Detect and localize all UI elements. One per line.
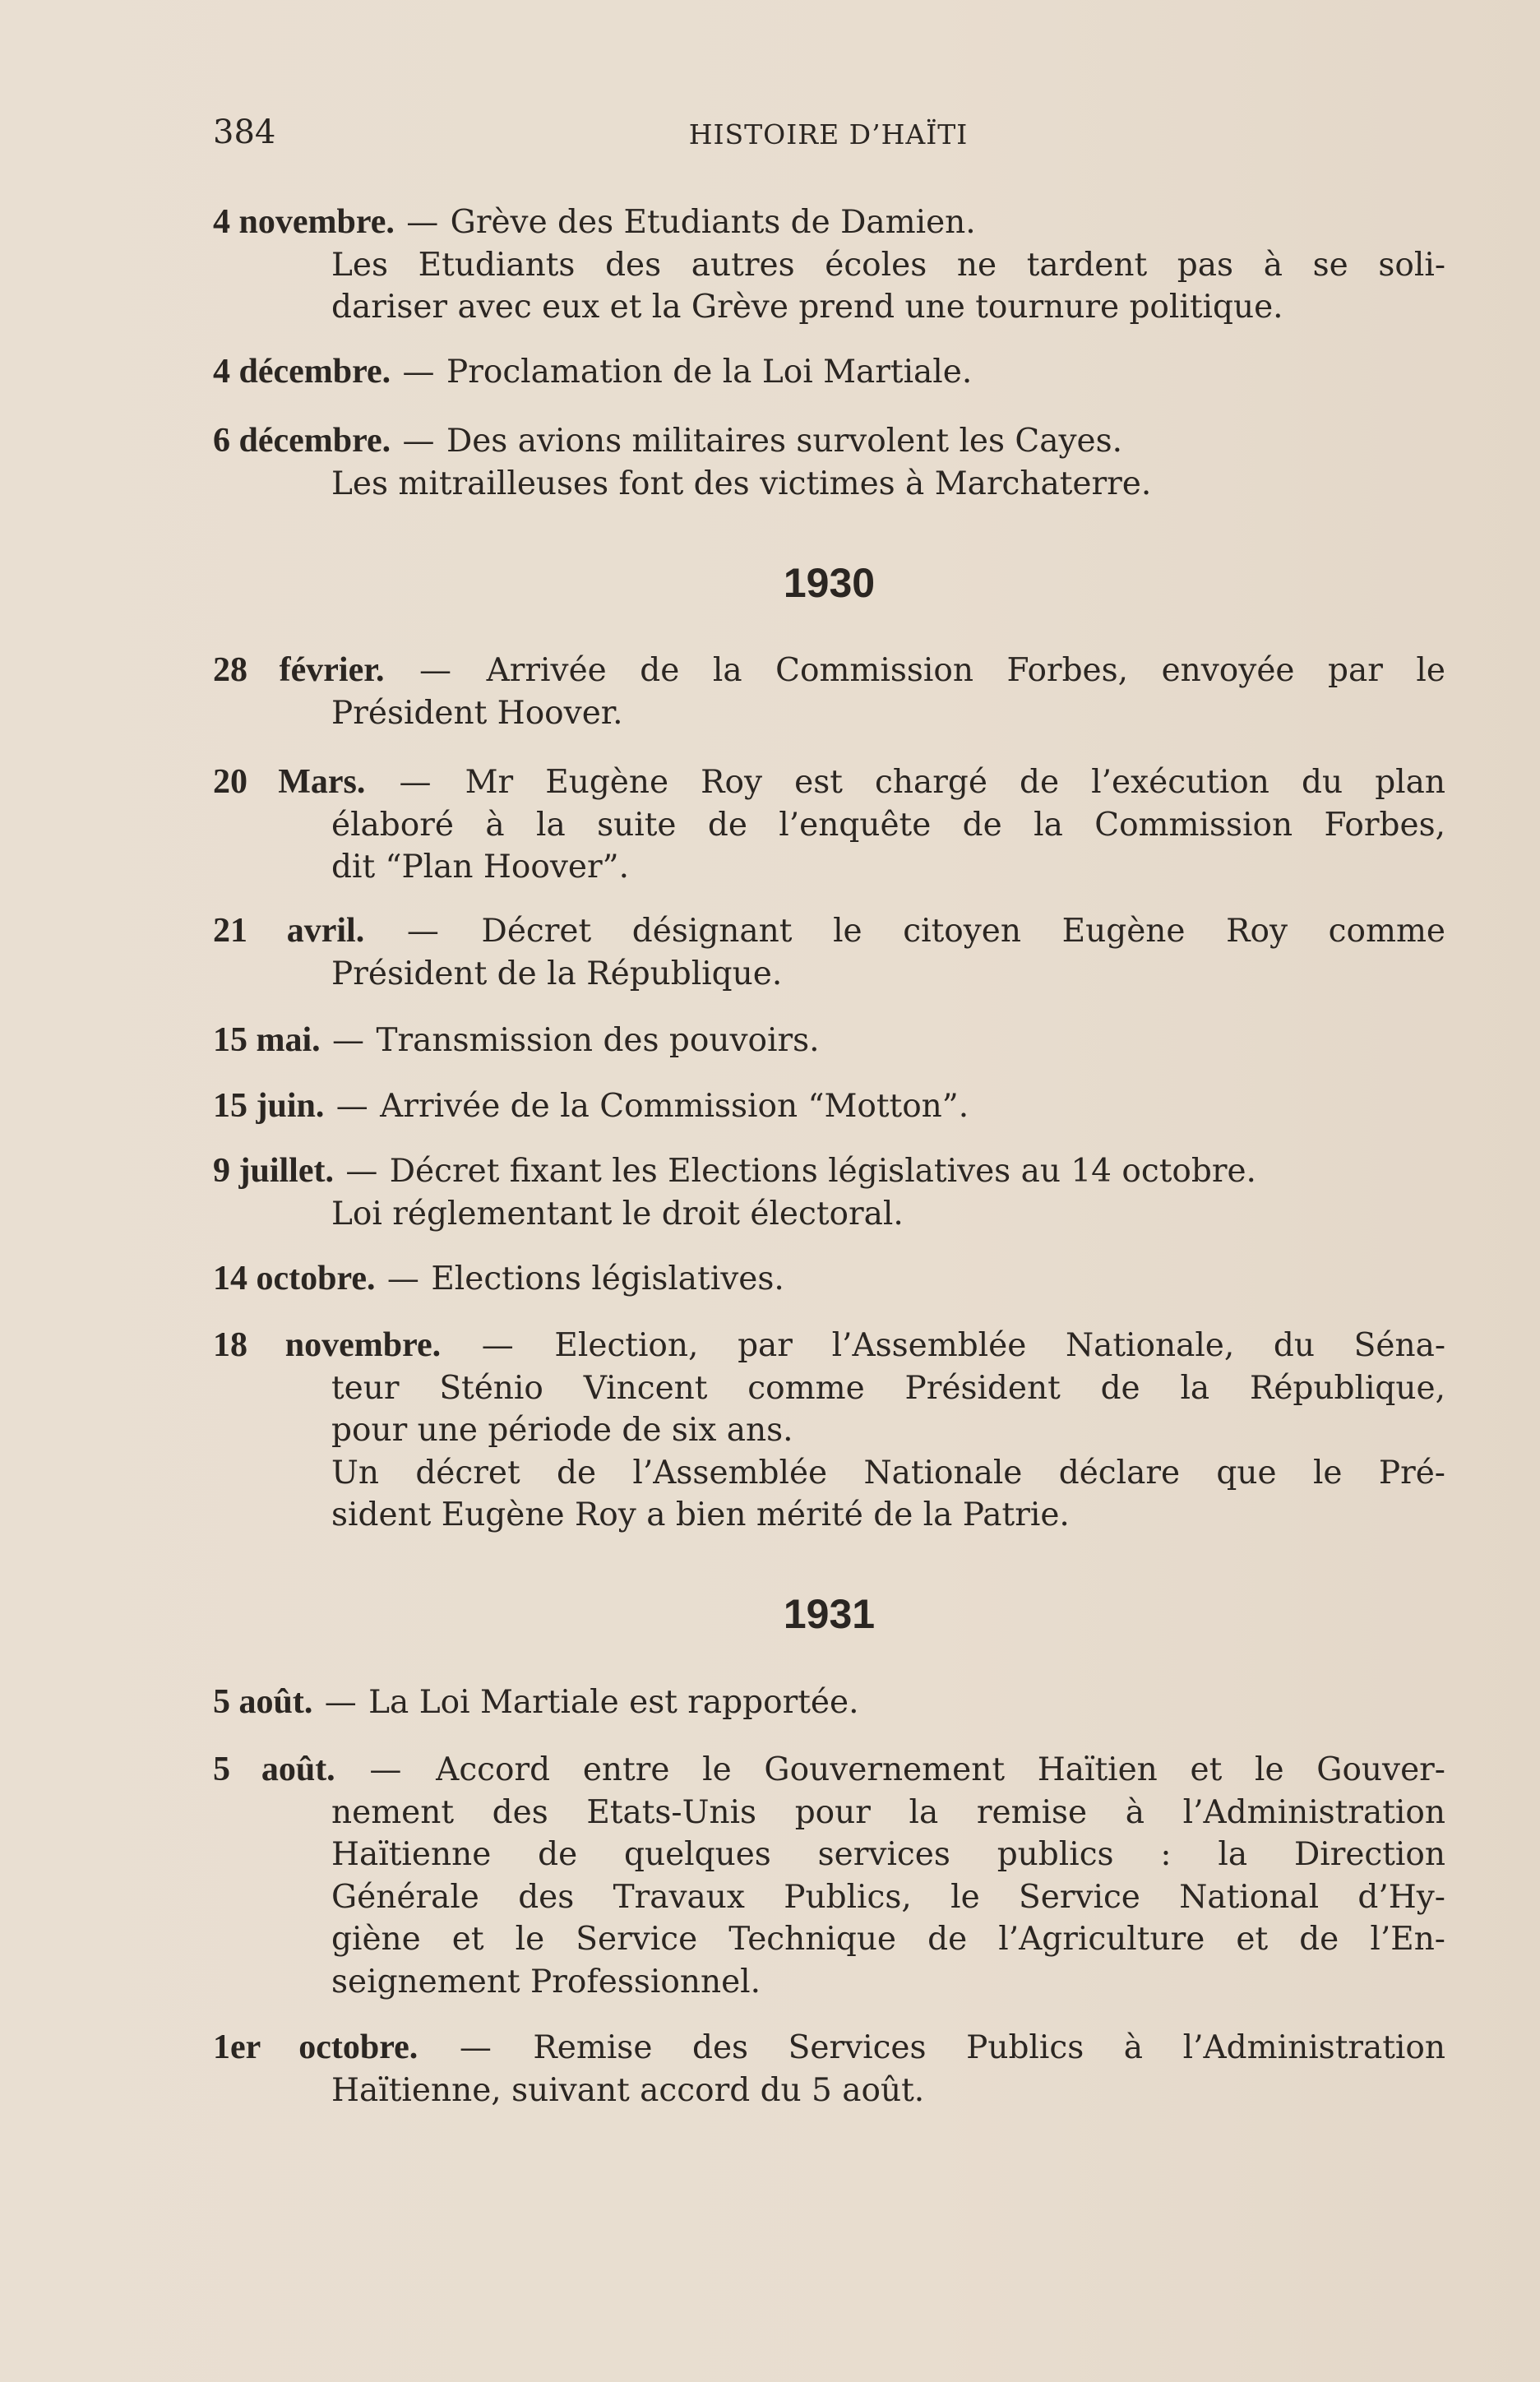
entry-text: Remise des Services Publics à l’Administration (533, 2029, 1446, 2066)
entry-continuation-line: teur Sténio Vincent comme Président de la République, (331, 1369, 1445, 1407)
entry-text: Elections législatives. (431, 1260, 784, 1297)
entry-text: Proclamation de la Loi Martiale. (446, 354, 973, 391)
chronology-entry (213, 650, 1445, 734)
em-dash: — (366, 913, 480, 950)
entry-continuation-line: Président Hoover. (331, 694, 623, 732)
entry-continuation-line: pour une période de six ans. (331, 1412, 793, 1450)
entry-first-line (213, 1258, 1445, 1301)
em-dash: — (336, 1751, 435, 1788)
chronology-entry (213, 351, 1445, 394)
entry-continuation-line: sident Eugène Roy a bien mérité de la Patrie. (331, 1496, 1070, 1534)
entry-first-line (213, 2027, 1445, 2070)
entry-text: Décret fixant les Elections législatives au 14 octobre. (389, 1153, 1256, 1190)
entry-first-line (213, 910, 1445, 953)
entry-date: 21 avril. (213, 912, 365, 950)
chronology-entry (213, 420, 1445, 505)
year-heading: 1930 (783, 560, 876, 606)
chronology-entry (213, 761, 1445, 889)
entry-text: Arrivée de la Commission Forbes, envoyée par le (486, 652, 1445, 689)
entry-text: Grève des Etudiants de Damien. (450, 204, 976, 241)
entry-first-line (213, 420, 1445, 463)
entry-text: Election, par l’Assemblée Nationale, du Séna- (554, 1327, 1445, 1364)
entry-date: 5 août. (213, 1751, 335, 1788)
entry-date: 4 décembre. (213, 353, 391, 391)
entry-continuation-line: dariser avec eux et la Grève prend une tournure politique. (331, 289, 1283, 326)
em-dash: — (335, 1153, 388, 1190)
em-dash: — (314, 1684, 368, 1721)
entry-date: 4 novembre. (213, 203, 395, 241)
chronology-entry (213, 1085, 1445, 1128)
em-dash: — (419, 2029, 532, 2066)
entry-date: 6 décembre. (213, 422, 391, 460)
entry-text: Arrivée de la Commission “Motton”. (380, 1088, 969, 1125)
entry-continuation-line: Haïtienne, suivant accord du 5 août. (331, 2071, 925, 2109)
entry-first-line (213, 1020, 1445, 1062)
entry-continuation-line: Président de la République. (331, 955, 783, 992)
entry-continuation-line: Les Etudiants des autres écoles ne tardent pas à se soli- (331, 246, 1445, 284)
em-dash: — (395, 204, 449, 241)
chronology-entry (213, 2027, 1445, 2111)
entry-text: La Loi Martiale est rapportée. (368, 1684, 859, 1721)
entry-first-line (213, 351, 1445, 394)
entry-date: 15 mai. (213, 1021, 321, 1059)
chronology-entry (213, 910, 1445, 995)
entry-date: 28 février. (213, 651, 385, 689)
entry-text: Mr Eugène Roy est chargé de l’exécution du plan (465, 764, 1445, 801)
year-heading: 1931 (783, 1591, 876, 1637)
entry-date: 9 juillet. (213, 1152, 334, 1190)
em-dash: — (392, 423, 445, 460)
entry-first-line (213, 1325, 1445, 1367)
entry-first-line (213, 201, 1445, 244)
entry-text: Des avions militaires survolent les Cayes. (446, 423, 1123, 460)
em-dash: — (321, 1022, 375, 1059)
entry-first-line (213, 1085, 1445, 1128)
entry-continuation-line: dit “Plan Hoover”. (331, 849, 629, 886)
em-dash: — (326, 1088, 379, 1125)
entry-text: Transmission des pouvoirs. (376, 1022, 820, 1059)
chronology-entry (213, 201, 1445, 329)
entry-continuation-line: Loi réglementant le droit électoral. (331, 1195, 904, 1233)
chronology-entry (213, 1749, 1445, 2004)
entry-continuation-line: élaboré à la suite de l’enquête de la Commission Forbes, (331, 806, 1445, 844)
entry-text: Accord entre le Gouvernement Haïtien et le Gouver- (436, 1751, 1445, 1788)
entry-continuation-line: giène et le Service Technique de l’Agriculture et de l’En- (331, 1921, 1445, 1959)
entry-continuation-line: Haïtienne de quelques services publics : la Direction (331, 1836, 1445, 1874)
entry-date: 18 novembre. (213, 1326, 442, 1364)
entry-first-line (213, 650, 1445, 692)
chronology-entry (213, 1325, 1445, 1537)
entry-text: Décret désignant le citoyen Eugène Roy comme (481, 913, 1446, 950)
entry-first-line (213, 761, 1445, 804)
entry-date: 1er octobre. (213, 2028, 419, 2066)
entry-continuation-line: seignement Professionnel. (331, 1963, 761, 2000)
em-dash: — (386, 652, 485, 689)
running-head (213, 113, 1445, 155)
entry-first-line (213, 1681, 1445, 1724)
em-dash: — (377, 1260, 430, 1297)
entry-date: 5 août. (213, 1683, 313, 1721)
running-title: HISTOIRE D’HAÏTI (688, 118, 969, 150)
em-dash: — (367, 764, 464, 801)
entry-date: 15 juin. (213, 1087, 325, 1125)
entry-date: 20 Mars. (213, 763, 366, 801)
chronology-entry (213, 1681, 1445, 1724)
em-dash: — (392, 354, 445, 391)
entry-first-line (213, 1150, 1445, 1193)
entry-continuation-line: nement des Etats-Unis pour la remise à l’Administration (331, 1793, 1445, 1831)
entry-first-line (213, 1749, 1445, 1792)
entry-date: 14 octobre. (213, 1260, 376, 1297)
em-dash: — (442, 1327, 553, 1364)
entry-continuation-line: Les mitrailleuses font des victimes à Marchaterre. (331, 465, 1152, 502)
chronology-entry (213, 1150, 1445, 1235)
chronology-entry (213, 1258, 1445, 1301)
page-number: 384 (213, 113, 276, 151)
entry-continuation-line: Un décret de l’Assemblée Nationale déclare que le Pré- (331, 1454, 1445, 1492)
chronology-entry (213, 1020, 1445, 1062)
entry-continuation-line: Générale des Travaux Publics, le Service National d’Hy- (331, 1878, 1445, 1916)
